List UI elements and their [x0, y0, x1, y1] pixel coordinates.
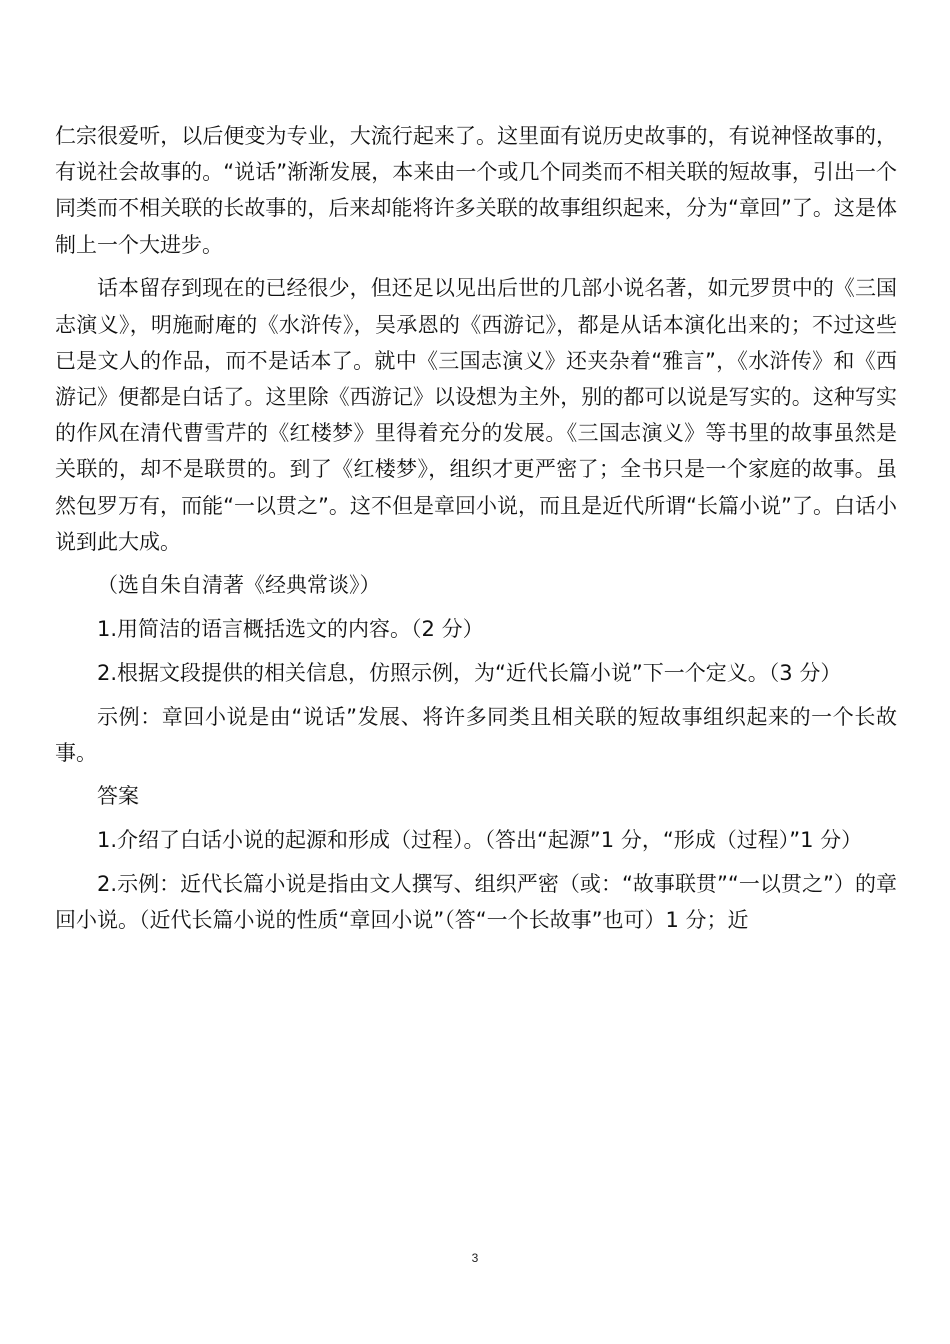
- question-1: 1.用简洁的语言概括选文的内容。（2 分）: [97, 617, 484, 642]
- question-2: 2.根据文段提供的相关信息，仿照示例，为“近代长篇小说”下一个定义。（3 分）: [97, 660, 842, 685]
- answer-heading: 答案: [97, 784, 139, 809]
- paragraph-story-development: 仁宗很爱听，以后便变为专业，大流行起来了。这里面有说历史故事的，有说神怪故事的，有说社会故事的。“说话”渐渐发展，本来由一个或几个同类而不相关联的短故事，引出一个同类而不相关联的长故事的，后来却能将许多关联的故事组织起来，分为“章回”了。这是体制上一个大进步。: [55, 124, 897, 257]
- document-body: [55, 118, 897, 938]
- answer-2: 2.示例：近代长篇小说是指由文人撰写、组织严密（或：“故事联贯”“一以贯之”）的章回小说。（近代长篇小说的性质“章回小说”（答“一个长故事”也可）1 分；近: [55, 871, 897, 933]
- answer-1: 1.介绍了白话小说的起源和形成（过程）。（答出“起源”1 分，“形成（过程）”1 分）: [97, 828, 863, 853]
- page-number: 3: [471, 1251, 479, 1265]
- source-citation: （选自朱自清著《经典常谈》）: [97, 573, 381, 598]
- paragraph-huaben-novels: 话本留存到现在的已经很少，但还足以见出后世的几部小说名著，如元罗贯中的《三国志演义》，明施耐庵的《水浒传》，吴承恩的《西游记》，都是从话本演化出来的；不过这些已是文人的作品，而不是话本了。就中《三国志演义》还夹杂着“雅言”，《水浒传》和《西游记》便都是白话了。这里除《西游记》以设想为主外，别的都可以说是写实的。这种写实的作风在清代曹雪芹的《红楼梦》里得着充分的发展。《三国志演义》等书里的故事虽然是关联的，却不是联贯的。到了《红楼梦》，组织才更严密了；全书只是一个家庭的故事。虽然包罗万有，而能“一以贯之”。这不但是章回小说，而且是近代所谓“长篇小说”了。白话小说到此大成。: [55, 276, 897, 554]
- question-2-example: 示例：章回小说是由“说话”发展、将许多同类且相关联的短故事组织起来的一个长故事。: [55, 704, 897, 765]
